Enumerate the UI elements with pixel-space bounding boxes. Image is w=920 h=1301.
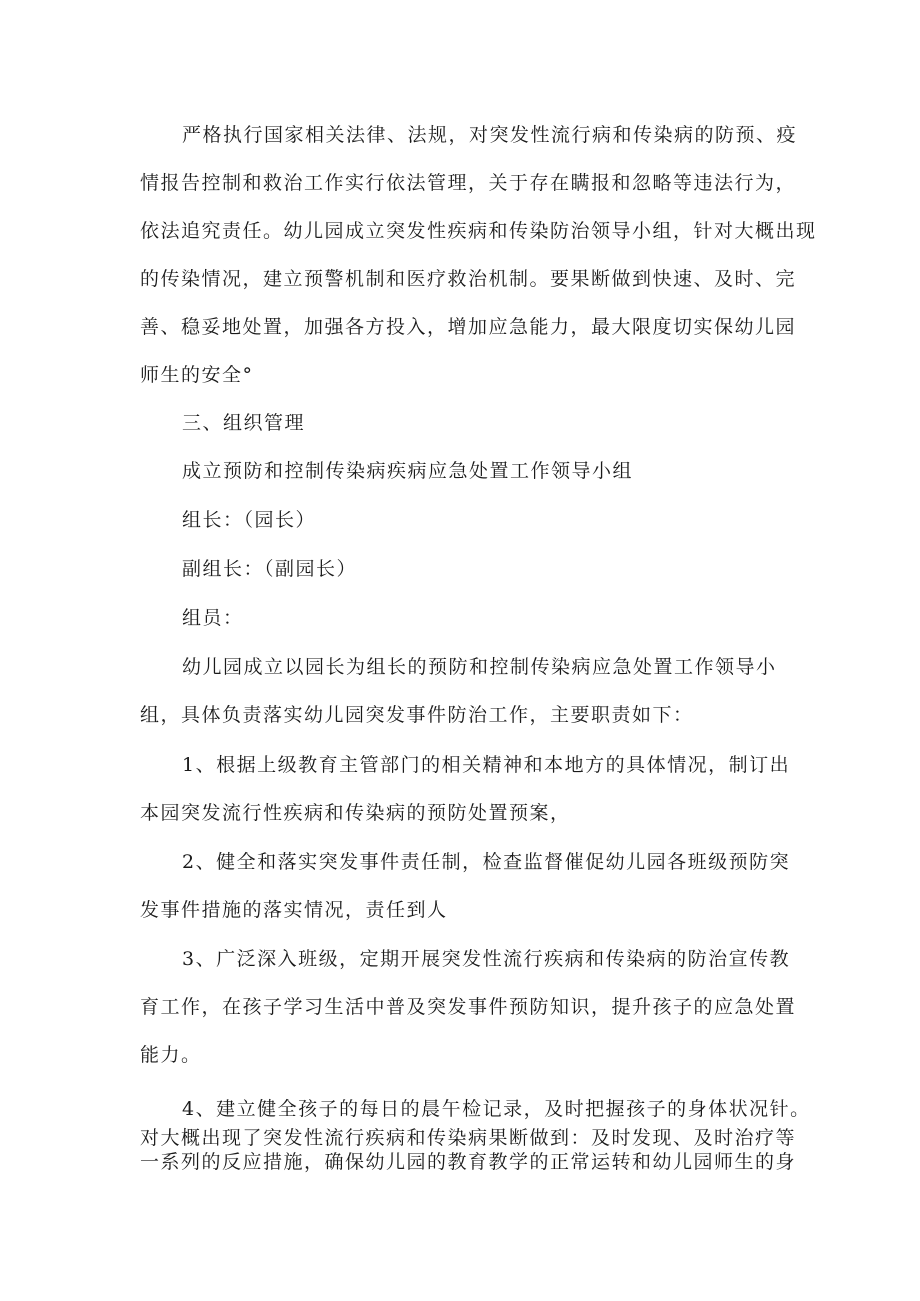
text-line: 一系列的反应措施，确保幼儿园的教育教学的正常运转和幼儿园师生的身 [140,1151,797,1173]
list-item-2 [140,838,790,934]
text-line: 组长：（园长） [182,509,317,531]
text-line: 组员： [182,607,244,629]
text-line: 3、广泛深入班级，定期开展突发性流行疾病和传染病的防治宣传教 [182,948,791,970]
text-line: 副组长：（副园长） [182,558,358,580]
paragraph-group-duties [140,643,790,739]
text-line: 能力。 [140,1044,202,1066]
paragraph-group-setup [140,447,790,495]
text-line: 1、根据上级教育主管部门的相关精神和本地方的具体情况，制订出 [182,754,791,776]
list-item-3 [140,935,797,1079]
text-line: 组，具体负责落实幼儿园突发事件防治工作，主要职责如下： [140,704,694,726]
paragraph-principles [140,111,817,399]
paragraph-members [140,594,790,642]
text-line: 4、建立健全孩子的每日的晨午检记录，及时把握孩子的身体状况针。 [182,1098,811,1120]
text-line: 发事件措施的落实情况，责任到人 [140,899,448,921]
list-item-4 [140,1092,811,1252]
section-heading [140,399,790,447]
text-line: 的传染情况，建立预警机制和医疗救治机制。要果断做到快速、及时、完 [140,268,797,290]
paragraph-leader [140,496,790,544]
text-line: 师生的安全° [140,364,254,386]
text-line: 成立预防和控制传染病疾病应急处置工作领导小组 [182,460,634,482]
text-line: 情报告控制和救治工作实行依法管理，关于存在瞒报和忽略等违法行为， [140,172,797,194]
text-line: 三、组织管理 [182,412,306,434]
list-item-1 [140,741,790,837]
text-line: 育工作，在孩子学习生活中普及突发事件预防知识，提升孩子的应急处置 [140,996,797,1018]
text-line: 对大概出现了突发性流行疾病和传染病果断做到：及时发现、及时治疗等 [140,1127,797,1149]
text-line: 善、稳妥地处置，加强各方投入，增加应急能力，最大限度切实保幼儿园 [140,316,797,338]
paragraph-deputy-leader [140,545,790,593]
text-line: 依法追究责任。幼儿园成立突发性疾病和传染防治领导小组，针对大概出现 [140,220,817,242]
text-line: 幼儿园成立以园长为组长的预防和控制传染病应急处置工作领导小 [182,656,777,678]
text-line: 本园突发流行性疾病和传染病的预防处置预案， [140,802,571,824]
text-line: 2、健全和落实突发事件责任制，检查监督催促幼儿园各班级预防突 [182,851,791,873]
text-line: 严格执行国家相关法律、法规，对突发性流行病和传染病的防预、疫 [182,124,798,146]
